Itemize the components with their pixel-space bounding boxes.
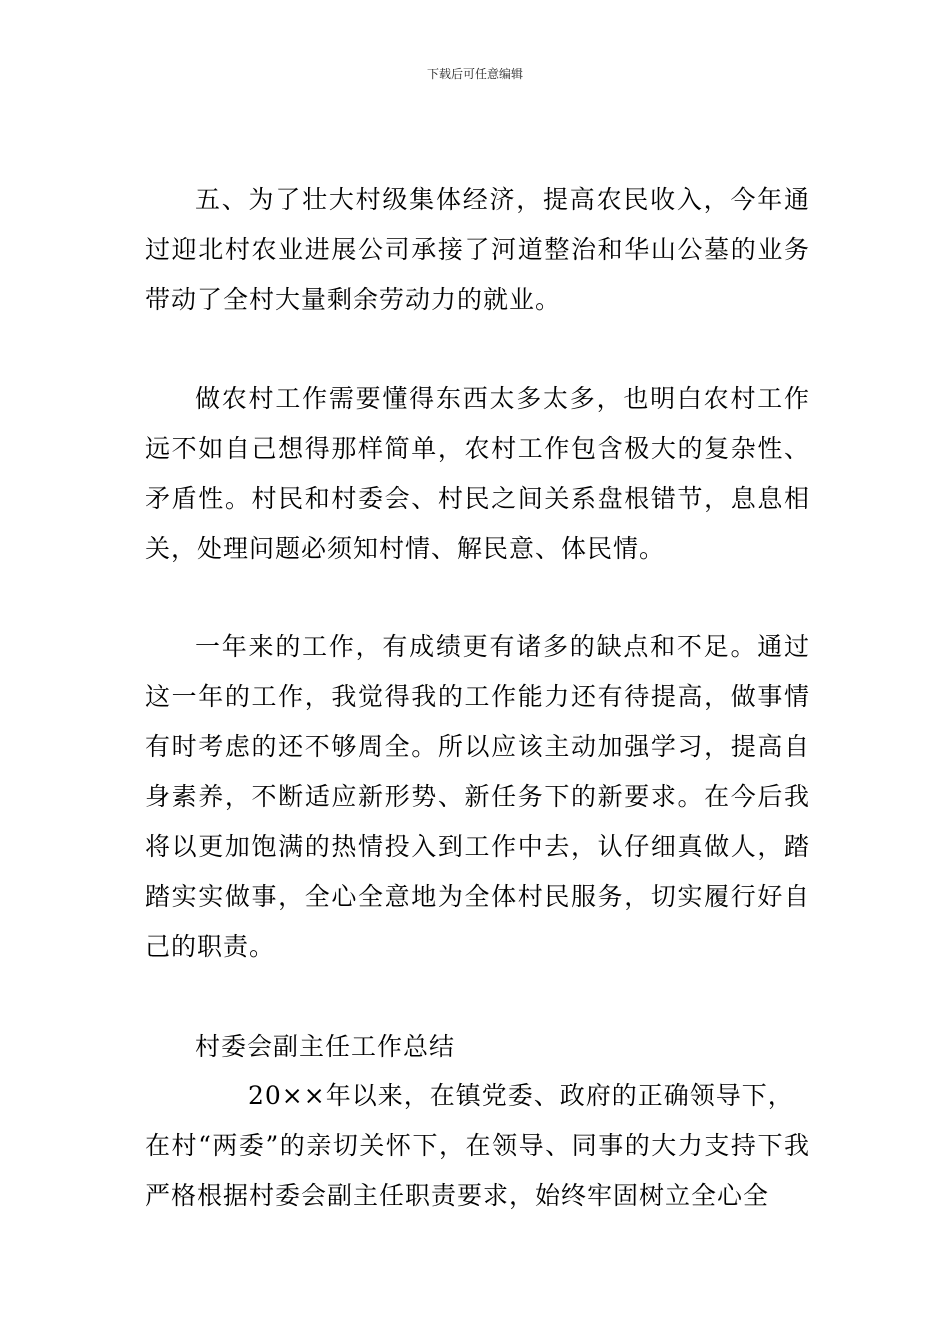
section-body-first-line: 20××年以来，在镇党委、政府的正确领导下， bbox=[248, 1081, 794, 1110]
paragraph-collective-economy: 五、为了壮大村级集体经济，提高农民收入，今年通过迎北村农业进展公司承接了河道整治和华山公墓的业务带动了全村大量剩余劳动力的就业。 bbox=[145, 185, 810, 314]
paragraph-rural-work: 做农村工作需要懂得东西太多太多，也明白农村工作远不如自己想得那样简单，农村工作包含极大的复杂性、矛盾性。村民和村委会、村民之间关系盘根错节，息息相关，处理问题必须知村情、解民意、体民情。 bbox=[145, 384, 810, 563]
section-body-rest: 在村“两委”的亲切关怀下，在领导、同事的大力支持下我严格根据村委会副主任职责要求，始终牢固树立全心全 bbox=[145, 1131, 810, 1210]
section-title: 村委会副主任工作总结 bbox=[195, 1032, 456, 1061]
paragraph-year-review: 一年来的工作，有成绩更有诸多的缺点和不足。通过这一年的工作，我觉得我的工作能力还有待提高，做事情有时考虑的还不够周全。所以应该主动加强学习，提高自身素养，不断适应新形势、新任务下的新要求。在今后我将以更加饱满的热情投入到工作中去，认仔细真做人，踏踏实实做事，全心全意地为全体村民服务，切实履行好自己的职责。 bbox=[145, 632, 810, 961]
page-header-note: 下载后可任意编辑 bbox=[426, 67, 523, 81]
section-body bbox=[145, 1071, 810, 1221]
